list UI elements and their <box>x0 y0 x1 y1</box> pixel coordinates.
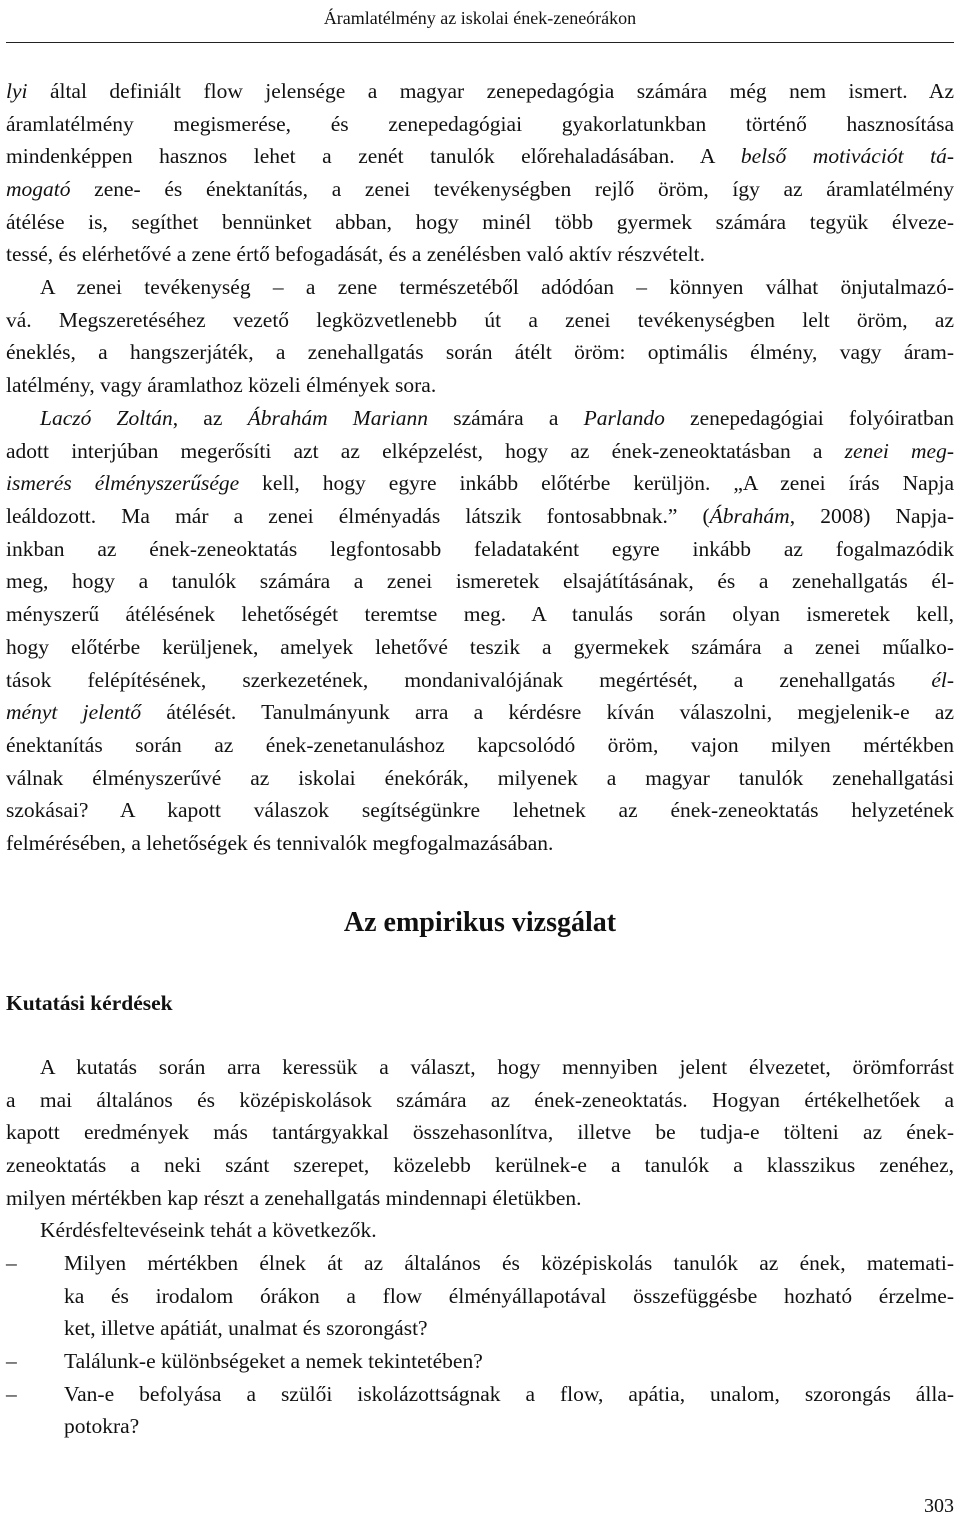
paragraph-1 <box>6 75 954 271</box>
text-run: zenepedagógiai folyóiratban <box>664 406 955 430</box>
text-line <box>6 173 954 206</box>
text-line <box>6 75 954 108</box>
text-run: inkban az ének-zeneoktatás legfontosabb feladataként egyre inkább az fogalmazódik <box>6 536 954 561</box>
text-line <box>6 827 954 860</box>
text-run: ményszerű átélésének lehetőségét teremtse meg. A tanulás során olyan ismeretek kell, <box>6 602 954 627</box>
text-run: A kutatás során arra keressük a választ, hogy mennyiben jelent élvezetet, örömforrást <box>40 1055 954 1079</box>
text-run: ka és irodalom órákon a flow élményállapotával összefüggésbe hozható érzelme- <box>64 1283 954 1308</box>
text-line <box>6 1410 954 1443</box>
text-run: zeneoktatás a neki szánt szerepet, közelebb kerülnek-e a tanulók a klasszikus zenéhez, <box>6 1153 954 1178</box>
text-run: milyen mértékben kap részt a zenehallgatás mindennapi életükben. <box>6 1185 582 1210</box>
text-run: számára a <box>428 406 584 430</box>
text-line <box>6 1084 954 1117</box>
text-run: hogy előtérbe kerüljenek, amelyek lehetővé teszik a gyermekek számára a zenei műalko- <box>6 634 954 659</box>
italic-run: ményt jelentő <box>6 700 142 725</box>
text-run: leáldozott. Ma már a zenei élményadás látszik fontosabbnak.” ( <box>6 504 710 529</box>
text-line <box>6 271 954 304</box>
list-dash: – <box>6 1349 17 1374</box>
italic-run: belső motivációt tá- <box>740 144 954 169</box>
text-line <box>6 238 954 271</box>
text-run: tások felépítésének, szerkezetének, mondanivalójának megértését, a zenehallgatás <box>6 667 932 692</box>
text-run: énektanítás során az ének-zenetanuláshoz kapcsolódó öröm, vajon milyen mértékben <box>6 732 954 757</box>
text-run: tessé, és elérhetővé a zene értő befogadását, és a zenélésben való aktív részvételt. <box>6 242 706 267</box>
text-line <box>6 794 954 827</box>
text-run: átélése is, segíthet bennünket abban, hogy minél több gyermek számára tegyük élveze- <box>6 209 954 234</box>
text-run: ket, illetve apátiát, unalmat és szorongást? <box>64 1316 428 1341</box>
list-dash: – <box>6 1381 17 1406</box>
header-rule <box>6 42 954 43</box>
italic-run: mogató <box>6 177 71 202</box>
text-run: meg, hogy a tanulók számára a zenei ismeretek elsajátításának, és a zenehallgatás él- <box>6 569 954 594</box>
text-run: mindenképpen hasznos lehet a zenét tanulók előrehaladásában. A <box>6 144 741 169</box>
question-list <box>6 1247 954 1443</box>
italic-run: ismerés élményszerűsége <box>6 471 240 496</box>
text-run: felmérésében, a lehetőségek és tennivalók megfogalmazásában. <box>6 830 554 855</box>
text-line <box>6 565 954 598</box>
italic-run: Laczó Zoltán <box>40 406 173 430</box>
text-run: Van-e befolyása a szülői iskolázottságnak a flow, apátia, unalom, szorongás álla- <box>64 1381 954 1406</box>
text-run: kapott eredmények más tantárgyakkal összehasonlítva, illetve be tudja-e tölteni az ének- <box>6 1120 954 1145</box>
text-run: vá. Megszeretéséhez vezető legközvetlenebb út a zenei tevékenységben lelt öröm, az <box>6 307 954 332</box>
text-line <box>6 435 954 468</box>
paragraph-3 <box>6 402 954 860</box>
text-line <box>6 1247 954 1280</box>
text-run: Milyen mértékben élnek át az általános és középiskolás tanulók az ének, matemati- <box>64 1251 954 1275</box>
text-line <box>6 1280 954 1313</box>
text-line <box>6 1182 954 1215</box>
paragraph-2 <box>6 271 954 402</box>
italic-run: él- <box>931 667 954 692</box>
text-line <box>6 467 954 500</box>
text-run: kell, hogy egyre inkább előtérbe kerüljön. „A zenei írás Napja <box>239 471 954 496</box>
text-run: Kérdésfeltevéseink tehát a következők. <box>40 1218 377 1242</box>
text-line <box>6 402 954 435</box>
text-run: latélmény, vagy áramlathoz közeli élmények sora. <box>6 373 437 398</box>
text-line <box>6 729 954 762</box>
text-run: szokásai? A kapott válaszok segítségünkre lehetnek az ének-zeneoktatás helyzetének <box>6 798 954 823</box>
paragraph-4 <box>6 1051 954 1214</box>
text-line <box>6 1312 954 1345</box>
text-run: , az <box>172 406 248 430</box>
italic-run: zenei meg- <box>844 438 955 463</box>
text-line <box>6 1149 954 1182</box>
text-run: potokra? <box>64 1414 140 1439</box>
text-run: adott interjúban megerősíti azt az elképzelést, hogy az ének-zeneoktatásban a <box>6 438 845 463</box>
text-line <box>6 108 954 141</box>
text-line <box>6 696 954 729</box>
italic-run: Ábrahám Mariann <box>247 406 429 430</box>
text-run: a mai általános és középiskolások számára az ének-zeneoktatás. Hogyan értékelhetőek a <box>6 1087 954 1112</box>
text-line <box>6 336 954 369</box>
text-line <box>6 369 954 402</box>
text-line <box>6 664 954 697</box>
text-line <box>6 631 954 664</box>
text-line <box>6 304 954 337</box>
subsection-title: Kutatási kérdések <box>6 991 173 1015</box>
page-number: 303 <box>924 1495 954 1517</box>
paragraph-5 <box>6 1214 954 1247</box>
section-title: Az empirikus vizsgálat <box>343 907 617 938</box>
text-line <box>6 762 954 795</box>
text-line <box>6 500 954 533</box>
text-line <box>6 533 954 566</box>
text-line <box>6 1214 954 1247</box>
list-dash: – <box>6 1251 17 1275</box>
italic-run: Parlando <box>583 406 665 430</box>
running-head: Áramlatélmény az iskolai ének-zeneórákon <box>323 8 637 28</box>
text-run: A zenei tevékenység – a zene természetéből adódóan – könnyen válhat önjutalmazó- <box>40 275 954 299</box>
text-line <box>6 1051 954 1084</box>
text-run: Találunk-e különbségeket a nemek tekintetében? <box>64 1349 483 1374</box>
text-line <box>6 140 954 173</box>
text-line <box>6 1378 954 1411</box>
text-run: átélését. Tanulmányunk arra a kérdésre kíván válaszolni, megjelenik-e az <box>141 700 954 725</box>
italic-run: Ábrahám <box>709 504 790 529</box>
italic-run: lyi <box>6 79 28 103</box>
text-run: , 2008) Napja- <box>789 504 954 529</box>
text-run: éneklés, a hangszerjáték, a zenehallgatás során átélt öröm: optimális élmény, vagy áram- <box>6 340 954 365</box>
text-run: által definiált flow jelensége a magyar zenepedagógia számára még nem ismert. Az <box>27 79 954 103</box>
text-run: áramlatélmény megismerése, és zenepedagógiai gyakorlatunkban történő hasznosítása <box>6 111 954 136</box>
text-run: zene- és énektanítás, a zenei tevékenységben rejlő öröm, így az áramlatélmény <box>70 177 954 202</box>
text-line <box>6 206 954 239</box>
text-run: válnak élményszerűvé az iskolai énekórák, milyenek a magyar tanulók zenehallgatási <box>6 765 954 790</box>
text-line <box>6 1116 954 1149</box>
text-line <box>6 598 954 631</box>
text-line <box>6 1345 954 1378</box>
